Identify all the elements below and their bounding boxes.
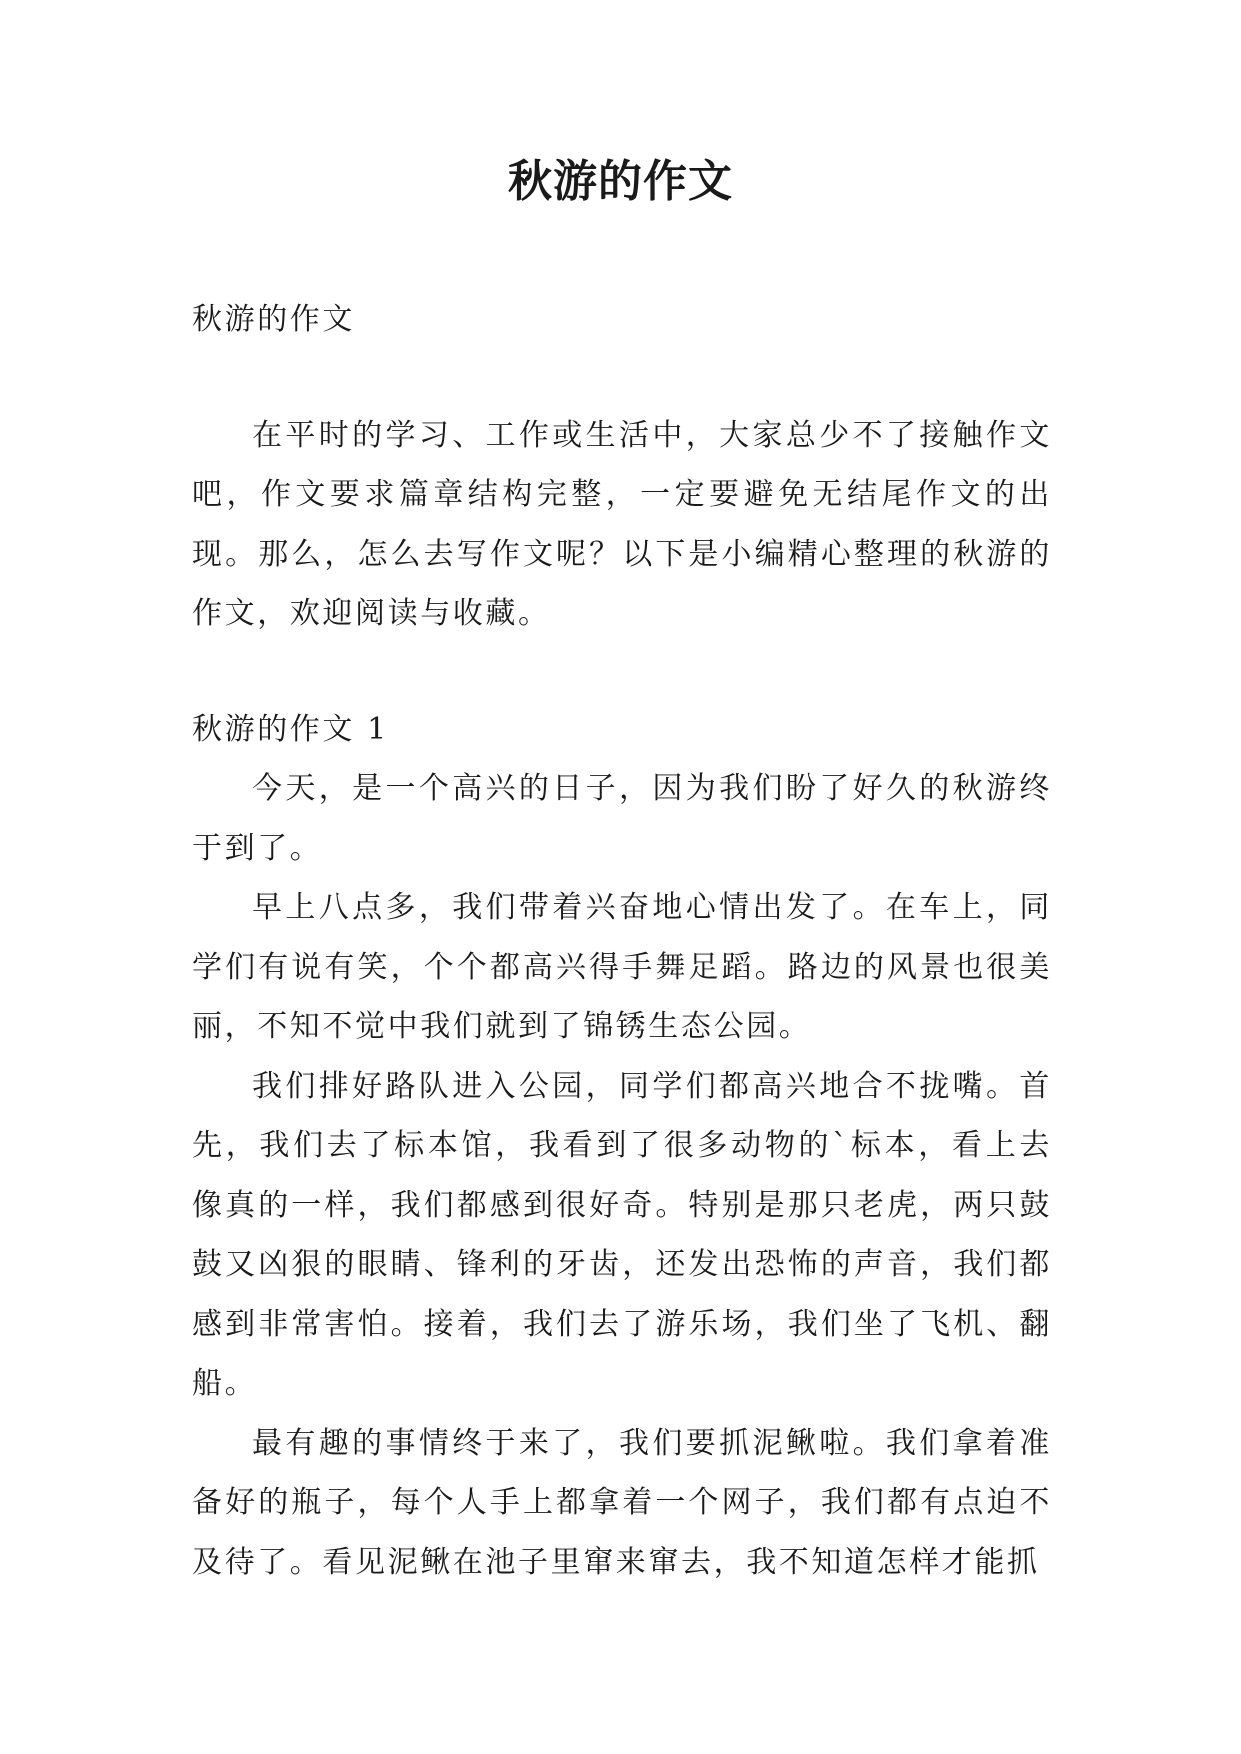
- body-paragraph: 早上八点多，我们带着兴奋地心情出发了。在车上，同学们有说有笑，个个都高兴得手舞足蹈。路边的风景也很美丽，不知不觉中我们就到了锦锈生态公园。: [192, 890, 1052, 1044]
- spacer: [192, 350, 1052, 406]
- document-title: 秋游的作文: [508, 156, 733, 207]
- body-paragraph: 我们排好路队进入公园，同学们都高兴地合不拢嘴。首先，我们去了标本馆，我看到了很多动物的`标本，看上去像真的一样，我们都感到很好奇。特别是那只老虎，两只鼓鼓又凶狠的眼睛、锋利的牙齿，还发出恐怖的声音，我们都感到非常害怕。接着，我们去了游乐场，我们坐了飞机、翻船。: [192, 1068, 1052, 1401]
- spacer: [192, 644, 1052, 700]
- body-paragraph: 最有趣的事情终于来了，我们要抓泥鳅啦。我们拿着准备好的瓶子，每个人手上都拿着一个网子，我们都有点迫不及待了。看见泥鳅在池子里窜来窜去，我不知道怎样才能抓: [192, 1425, 1052, 1580]
- document-body: [192, 290, 1052, 1592]
- section-heading: 秋游的作文 1: [192, 711, 389, 747]
- intro-paragraph: 在平时的学习、工作或生活中，大家总少不了接触作文吧，作文要求篇章结构完整，一定要避免无结尾作文的出现。那么，怎么去写作文呢？以下是小编精心整理的秋游的作文，欢迎阅读与收藏。: [192, 417, 1052, 631]
- document-subtitle: 秋游的作文: [192, 302, 355, 337]
- body-paragraph: 今天，是一个高兴的日子，因为我们盼了好久的秋游终于到了。: [192, 771, 1052, 866]
